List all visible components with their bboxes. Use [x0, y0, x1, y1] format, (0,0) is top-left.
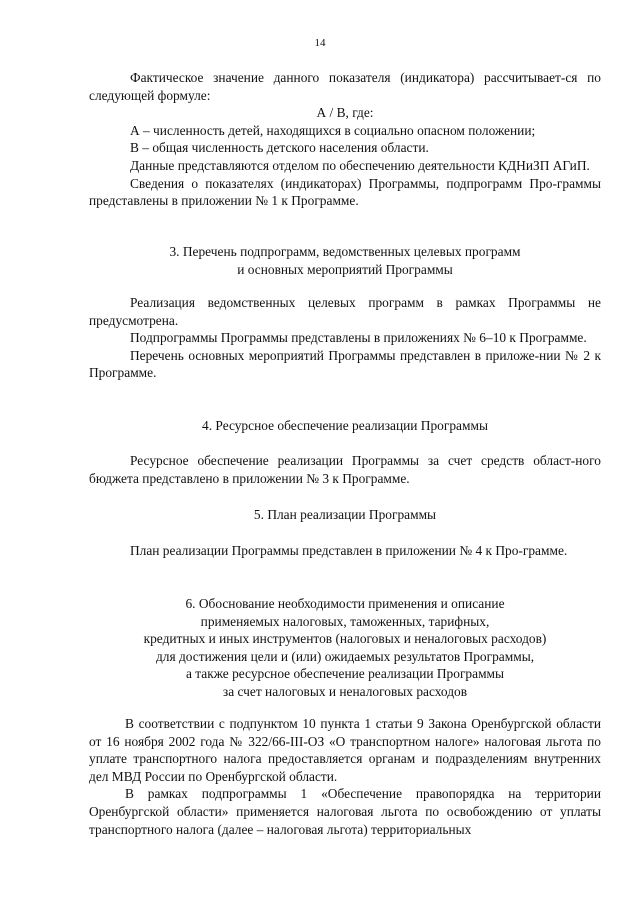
section-5-body [89, 542, 601, 560]
paragraph: Перечень основных мероприятий Программы представлен в приложе-нии № 2 к Программе. [89, 347, 601, 381]
heading-line: кредитных и иных инструментов (налоговых и неналоговых расходов) [143, 631, 547, 647]
section-6-body [89, 715, 601, 838]
paragraph: Данные представляются отделом по обеспечению деятельности КДНиЗП АГиП. [130, 157, 590, 173]
heading-line: для достижения цели и (или) ожидаемых результатов Программы, [155, 648, 535, 664]
paragraph: Реализация ведомственных целевых программ в рамках Программы не предусмотрена. [89, 295, 601, 328]
paragraph: Фактическое значение данного показателя (индикатора) рассчитывает-ся по следующей формуле: [89, 70, 601, 103]
paragraph: Подпрограммы Программы представлены в приложениях № 6–10 к Программе. [130, 330, 587, 346]
paragraph: Сведения о показателях (индикаторах) Программы, подпрограмм Про-граммы представлены в приложении № 1 к Программе. [89, 175, 601, 209]
section-6-heading [89, 595, 601, 701]
heading-line: за счет налоговых и неналоговых расходов [222, 683, 468, 699]
section-4-heading [89, 417, 601, 435]
paragraph: Ресурсное обеспечение реализации Программы за счет средств област-ного бюджета представлено в приложении № 3 к Программе. [89, 453, 601, 486]
heading-line: 6. Обоснование необходимости применения и описание [185, 596, 505, 611]
paragraph: А – численность детей, находящихся в социально опасном положении; [130, 122, 536, 138]
heading-line: 5. План реализации Программы [253, 507, 437, 522]
heading-line: 4. Ресурсное обеспечение реализации Программы [202, 418, 488, 433]
paragraph: В соответствии с подпунктом 10 пункта 1 статьи 9 Закона Оренбургской области от 16 ноября 2002 года № 322/66-III-ОЗ «О транспортном налоге» налоговая льгота по уплате транспортного налога предоставляется органам и подразделениям внутренних дел МВД России по Оренбургской области. [89, 716, 601, 784]
paragraph: План реализации Программы представлен в приложении № 4 к Про-грамме. [130, 543, 568, 558]
indicator-section [89, 69, 601, 210]
page-number: 14 [314, 37, 326, 49]
section-4-body [89, 452, 601, 487]
heading-line: 3. Перечень подпрограмм, ведомственных целевых программ [169, 244, 521, 259]
heading-line: и основных мероприятий Программы [237, 261, 453, 277]
section-3-body [89, 294, 601, 382]
section-5-heading [89, 506, 601, 524]
formula: А / В, где: [316, 105, 374, 121]
heading-line: применяемых налоговых, таможенных, тарифных, [200, 613, 490, 629]
heading-line: а также ресурсное обеспечение реализации Программы [185, 666, 505, 682]
paragraph: В рамках подпрограммы 1 «Обеспечение правопорядка на территории Оренбургской области» применяется налоговая льгота по освобождению от уплаты транспортного налога (далее – налоговая льгота) территориальных [89, 786, 601, 837]
section-3-heading [89, 243, 601, 278]
paragraph: В – общая численность детского населения области. [130, 140, 429, 156]
